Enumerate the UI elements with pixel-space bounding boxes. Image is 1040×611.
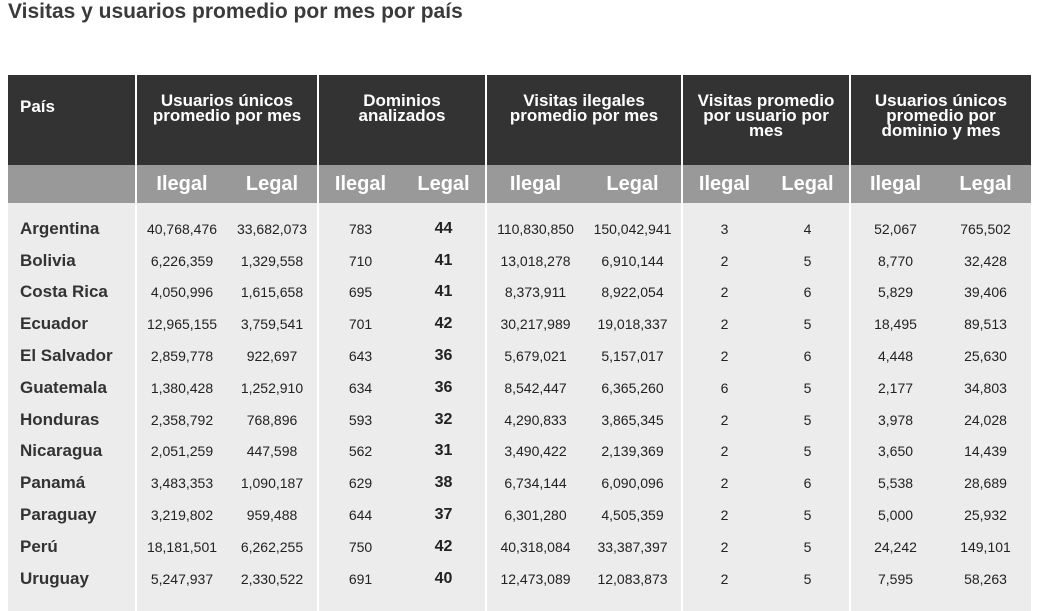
- table-row: [8, 372, 1031, 404]
- value-cell: 37: [402, 499, 486, 531]
- subheader-illegal: Ilegal: [682, 165, 766, 203]
- value-cell: 710: [318, 245, 402, 277]
- spacer-cell: [136, 595, 227, 611]
- table-row: [8, 404, 1031, 436]
- value-cell: 768,896: [227, 404, 318, 436]
- spacer-cell: [227, 595, 318, 611]
- value-cell: 562: [318, 436, 402, 468]
- header-group-users-per-domain: Usuarios únicos promedio por dominio y mes: [850, 75, 1031, 165]
- header-row: [8, 75, 1031, 165]
- spacer-cell: [584, 595, 682, 611]
- value-cell: 643: [318, 340, 402, 372]
- value-cell: 3,483,353: [136, 467, 227, 499]
- value-cell: 5,000: [850, 499, 940, 531]
- value-cell: 25,630: [940, 340, 1031, 372]
- value-cell: 691: [318, 563, 402, 595]
- value-cell: 19,018,337: [584, 308, 682, 340]
- value-cell: 2: [682, 499, 766, 531]
- value-cell: 36: [402, 340, 486, 372]
- value-cell: 38: [402, 467, 486, 499]
- value-cell: 5,538: [850, 467, 940, 499]
- value-cell: 5: [766, 372, 850, 404]
- value-cell: 12,965,155: [136, 308, 227, 340]
- value-cell: 2: [682, 245, 766, 277]
- value-cell: 2,330,522: [227, 563, 318, 595]
- value-cell: 34,803: [940, 372, 1031, 404]
- value-cell: 2,051,259: [136, 436, 227, 468]
- value-cell: 6,365,260: [584, 372, 682, 404]
- value-cell: 33,387,397: [584, 531, 682, 563]
- subheader-blank: [8, 165, 136, 203]
- table-row: [8, 467, 1031, 499]
- header-group-visits-per-user: Visitas promedio por usuario por mes: [682, 75, 850, 165]
- header-group-unique-users: Usuarios únicos promedio por mes: [136, 75, 318, 165]
- subheader-legal: Legal: [940, 165, 1031, 203]
- table-row: [8, 203, 1031, 245]
- value-cell: 12,083,873: [584, 563, 682, 595]
- value-cell: 629: [318, 467, 402, 499]
- country-cell: Paraguay: [8, 499, 136, 531]
- subheader-row: [8, 165, 1031, 203]
- value-cell: 783: [318, 203, 402, 245]
- header-group-illegal-visits: Visitas ilegales promedio por mes: [486, 75, 682, 165]
- table-row: [8, 499, 1031, 531]
- value-cell: 30,217,989: [486, 308, 584, 340]
- table-body: [8, 203, 1031, 611]
- value-cell: 5: [766, 499, 850, 531]
- value-cell: 36: [402, 372, 486, 404]
- value-cell: 6,090,096: [584, 467, 682, 499]
- value-cell: 14,439: [940, 436, 1031, 468]
- value-cell: 8,542,447: [486, 372, 584, 404]
- value-cell: 44: [402, 203, 486, 245]
- value-cell: 3,759,541: [227, 308, 318, 340]
- value-cell: 3,490,422: [486, 436, 584, 468]
- value-cell: 5: [766, 531, 850, 563]
- table-row: [8, 308, 1031, 340]
- value-cell: 2,139,369: [584, 436, 682, 468]
- country-cell: Nicaragua: [8, 436, 136, 468]
- value-cell: 89,513: [940, 308, 1031, 340]
- value-cell: 447,598: [227, 436, 318, 468]
- table-row: [8, 277, 1031, 309]
- subheader-legal: Legal: [227, 165, 318, 203]
- data-table: [8, 75, 1031, 611]
- subheader-illegal: Ilegal: [136, 165, 227, 203]
- value-cell: 150,042,941: [584, 203, 682, 245]
- value-cell: 6: [766, 277, 850, 309]
- value-cell: 41: [402, 277, 486, 309]
- value-cell: 3,219,802: [136, 499, 227, 531]
- spacer-cell: [850, 595, 940, 611]
- country-cell: Argentina: [8, 203, 136, 245]
- value-cell: 40: [402, 563, 486, 595]
- value-cell: 5: [766, 436, 850, 468]
- value-cell: 25,932: [940, 499, 1031, 531]
- spacer-cell: [8, 595, 136, 611]
- subheader-legal: Legal: [766, 165, 850, 203]
- country-cell: Ecuador: [8, 308, 136, 340]
- spacer-cell: [766, 595, 850, 611]
- value-cell: 593: [318, 404, 402, 436]
- header-group-domains: Dominios analizados: [318, 75, 486, 165]
- value-cell: 5: [766, 404, 850, 436]
- value-cell: 1,329,558: [227, 245, 318, 277]
- value-cell: 695: [318, 277, 402, 309]
- value-cell: 5: [766, 308, 850, 340]
- value-cell: 5,157,017: [584, 340, 682, 372]
- subheader-illegal: Ilegal: [486, 165, 584, 203]
- value-cell: 2: [682, 436, 766, 468]
- country-cell: Uruguay: [8, 563, 136, 595]
- value-cell: 4,448: [850, 340, 940, 372]
- table-row: [8, 436, 1031, 468]
- spacer-cell: [682, 595, 766, 611]
- value-cell: 750: [318, 531, 402, 563]
- value-cell: 2: [682, 308, 766, 340]
- value-cell: 24,242: [850, 531, 940, 563]
- value-cell: 634: [318, 372, 402, 404]
- value-cell: 5,679,021: [486, 340, 584, 372]
- value-cell: 2: [682, 531, 766, 563]
- spacer-cell: [318, 595, 402, 611]
- value-cell: 922,697: [227, 340, 318, 372]
- table-title: Visitas y usuarios promedio por mes por país: [8, 0, 463, 23]
- spacer-cell: [486, 595, 584, 611]
- value-cell: 2: [682, 563, 766, 595]
- value-cell: 3: [682, 203, 766, 245]
- table-row: [8, 245, 1031, 277]
- table-row: [8, 531, 1031, 563]
- value-cell: 2,859,778: [136, 340, 227, 372]
- value-cell: 8,373,911: [486, 277, 584, 309]
- value-cell: 8,922,054: [584, 277, 682, 309]
- value-cell: 3,650: [850, 436, 940, 468]
- value-cell: 2: [682, 404, 766, 436]
- value-cell: 6,226,359: [136, 245, 227, 277]
- value-cell: 13,018,278: [486, 245, 584, 277]
- value-cell: 28,689: [940, 467, 1031, 499]
- country-cell: Bolivia: [8, 245, 136, 277]
- value-cell: 31: [402, 436, 486, 468]
- table-row: [8, 563, 1031, 595]
- value-cell: 7,595: [850, 563, 940, 595]
- subheader-illegal: Ilegal: [850, 165, 940, 203]
- country-cell: Perú: [8, 531, 136, 563]
- value-cell: 4,505,359: [584, 499, 682, 531]
- country-cell: Guatemala: [8, 372, 136, 404]
- value-cell: 6: [766, 340, 850, 372]
- value-cell: 3,865,345: [584, 404, 682, 436]
- value-cell: 6,910,144: [584, 245, 682, 277]
- value-cell: 1,252,910: [227, 372, 318, 404]
- value-cell: 1,380,428: [136, 372, 227, 404]
- value-cell: 40,768,476: [136, 203, 227, 245]
- value-cell: 6: [682, 372, 766, 404]
- value-cell: 1,615,658: [227, 277, 318, 309]
- value-cell: 2: [682, 340, 766, 372]
- value-cell: 2,177: [850, 372, 940, 404]
- value-cell: 6,734,144: [486, 467, 584, 499]
- value-cell: 701: [318, 308, 402, 340]
- value-cell: 5,829: [850, 277, 940, 309]
- value-cell: 5: [766, 563, 850, 595]
- value-cell: 1,090,187: [227, 467, 318, 499]
- country-cell: El Salvador: [8, 340, 136, 372]
- value-cell: 4,050,996: [136, 277, 227, 309]
- spacer-cell: [402, 595, 486, 611]
- value-cell: 2,358,792: [136, 404, 227, 436]
- value-cell: 18,495: [850, 308, 940, 340]
- value-cell: 40,318,084: [486, 531, 584, 563]
- value-cell: 959,488: [227, 499, 318, 531]
- subheader-legal: Legal: [402, 165, 486, 203]
- country-cell: Honduras: [8, 404, 136, 436]
- value-cell: 4: [766, 203, 850, 245]
- value-cell: 42: [402, 308, 486, 340]
- country-cell: Panamá: [8, 467, 136, 499]
- value-cell: 6,262,255: [227, 531, 318, 563]
- value-cell: 58,263: [940, 563, 1031, 595]
- header-country: País: [8, 75, 136, 165]
- value-cell: 5,247,937: [136, 563, 227, 595]
- value-cell: 3,978: [850, 404, 940, 436]
- value-cell: 18,181,501: [136, 531, 227, 563]
- value-cell: 6: [766, 467, 850, 499]
- value-cell: 5: [766, 245, 850, 277]
- value-cell: 24,028: [940, 404, 1031, 436]
- value-cell: 42: [402, 531, 486, 563]
- value-cell: 644: [318, 499, 402, 531]
- value-cell: 4,290,833: [486, 404, 584, 436]
- value-cell: 41: [402, 245, 486, 277]
- value-cell: 2: [682, 467, 766, 499]
- value-cell: 32,428: [940, 245, 1031, 277]
- table-row: [8, 340, 1031, 372]
- spacer-row: [8, 595, 1031, 611]
- value-cell: 12,473,089: [486, 563, 584, 595]
- value-cell: 2: [682, 277, 766, 309]
- value-cell: 110,830,850: [486, 203, 584, 245]
- value-cell: 8,770: [850, 245, 940, 277]
- value-cell: 32: [402, 404, 486, 436]
- spacer-cell: [940, 595, 1031, 611]
- subheader-legal: Legal: [584, 165, 682, 203]
- value-cell: 52,067: [850, 203, 940, 245]
- value-cell: 765,502: [940, 203, 1031, 245]
- country-cell: Costa Rica: [8, 277, 136, 309]
- value-cell: 39,406: [940, 277, 1031, 309]
- value-cell: 6,301,280: [486, 499, 584, 531]
- value-cell: 149,101: [940, 531, 1031, 563]
- value-cell: 33,682,073: [227, 203, 318, 245]
- subheader-illegal: Ilegal: [318, 165, 402, 203]
